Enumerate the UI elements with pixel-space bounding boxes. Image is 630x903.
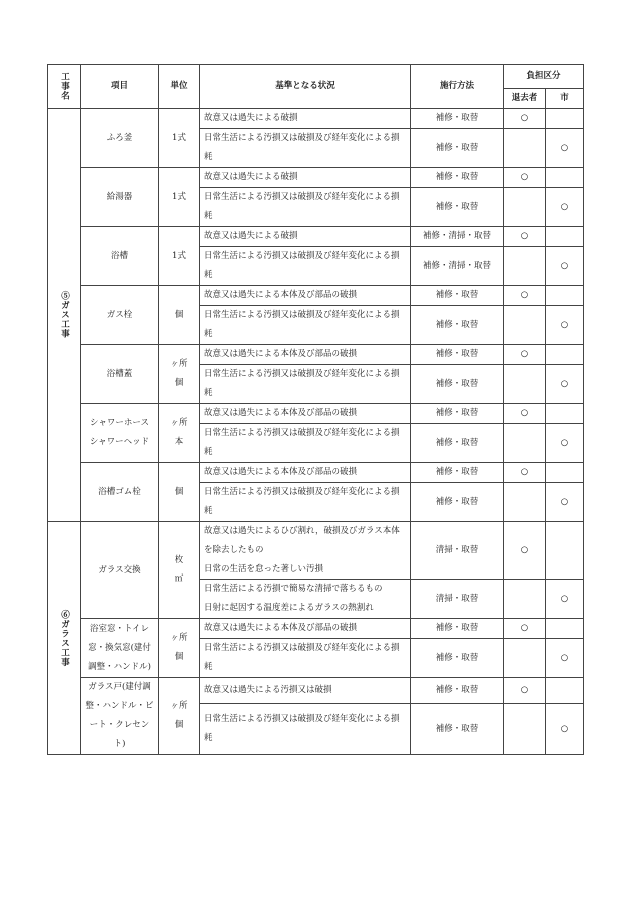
- unit: 1式: [159, 227, 200, 286]
- city-mark: [546, 345, 584, 365]
- header-burden: 負担区分: [504, 65, 584, 89]
- city-mark: ○: [546, 188, 584, 227]
- tenant-mark: [504, 365, 546, 404]
- header-unit: 単位: [159, 65, 200, 109]
- city-mark: [546, 168, 584, 188]
- situation-text: 日常生活による汚損又は破損及び経年変化による損耗: [200, 247, 411, 286]
- header-item: 項目: [81, 65, 159, 109]
- situation-text: 日常生活による汚損又は破損及び経年変化による損耗: [200, 639, 411, 678]
- item-name: 給湯器: [81, 168, 159, 227]
- city-mark: [546, 522, 584, 580]
- situation-text: 故意又は過失による本体及び部品の破損: [200, 345, 411, 365]
- tenant-mark: ○: [504, 286, 546, 306]
- item-name: 浴槽: [81, 227, 159, 286]
- tenant-mark: ○: [504, 168, 546, 188]
- city-mark: ○: [546, 247, 584, 286]
- tenant-mark: ○: [504, 522, 546, 580]
- tenant-mark: ○: [504, 404, 546, 424]
- tenant-mark: [504, 580, 546, 619]
- group-name: [48, 522, 81, 755]
- city-mark: ○: [546, 704, 584, 755]
- situation-text: 故意又は過失によるひび割れ，破損及びガラス本体を除去したもの 日常の生活を怠った著しい汚損: [200, 522, 411, 580]
- method-text: 補修・取替: [411, 168, 504, 188]
- item-name: 浴槽蓋: [81, 345, 159, 404]
- city-mark: ○: [546, 424, 584, 463]
- tenant-mark: [504, 188, 546, 227]
- tenant-mark: ○: [504, 345, 546, 365]
- table-row: [48, 678, 584, 704]
- item-name: ガラス交換: [81, 522, 159, 619]
- city-mark: [546, 678, 584, 704]
- city-mark: ○: [546, 483, 584, 522]
- method-text: 補修・取替: [411, 188, 504, 227]
- city-mark: ○: [546, 129, 584, 168]
- item-name: ふろ釜: [81, 109, 159, 168]
- city-mark: ○: [546, 306, 584, 345]
- situation-text: 日常生活による汚損又は破損及び経年変化による損耗: [200, 424, 411, 463]
- method-text: 補修・取替: [411, 306, 504, 345]
- table-row: [48, 227, 584, 247]
- table-row: [48, 109, 584, 129]
- tenant-mark: [504, 483, 546, 522]
- tenant-mark: ○: [504, 109, 546, 129]
- tenant-mark: ○: [504, 619, 546, 639]
- tenant-mark: [504, 639, 546, 678]
- method-text: 補修・取替: [411, 345, 504, 365]
- situation-text: 日常生活による汚損又は破損及び経年変化による損耗: [200, 188, 411, 227]
- header-kouji: 工事名: [48, 65, 81, 109]
- situation-text: 故意又は過失による本体及び部品の破損: [200, 404, 411, 424]
- situation-text: 日常生活による汚損で簡易な清掃で落ちるもの 日射に起因する温度差によるガラスの熱割れ: [200, 580, 411, 619]
- city-mark: [546, 619, 584, 639]
- header-tenant: 退去者: [504, 89, 546, 109]
- situation-text: 日常生活による汚損又は破損及び経年変化による損耗: [200, 365, 411, 404]
- situation-text: 故意又は過失による破損: [200, 227, 411, 247]
- city-mark: [546, 109, 584, 129]
- group-name-text: ⑤ガス工事: [59, 291, 70, 339]
- table-row: [48, 168, 584, 188]
- table-row: [48, 522, 584, 580]
- city-mark: [546, 227, 584, 247]
- method-text: 補修・取替: [411, 483, 504, 522]
- situation-text: 故意又は過失による破損: [200, 168, 411, 188]
- unit: ヶ所 個: [159, 678, 200, 755]
- table-body: [48, 109, 584, 755]
- situation-text: 故意又は過失による本体及び部品の破損: [200, 286, 411, 306]
- tenant-mark: ○: [504, 463, 546, 483]
- situation-text: 故意又は過失による汚損又は破損: [200, 678, 411, 704]
- tenant-mark: ○: [504, 227, 546, 247]
- situation-text: 故意又は過失による本体及び部品の破損: [200, 619, 411, 639]
- method-text: 補修・取替: [411, 365, 504, 404]
- method-text: 補修・清掃・取替: [411, 227, 504, 247]
- item-name: 浴室窓・トイレ窓・換気窓(建付調整・ハンドル): [81, 619, 159, 678]
- group-name: [48, 109, 81, 522]
- header-city: 市: [546, 89, 584, 109]
- city-mark: [546, 463, 584, 483]
- situation-text: 故意又は過失による本体及び部品の破損: [200, 463, 411, 483]
- city-mark: ○: [546, 365, 584, 404]
- situation-text: 日常生活による汚損又は破損及び経年変化による損耗: [200, 306, 411, 345]
- item-name: ガス栓: [81, 286, 159, 345]
- table-row: [48, 345, 584, 365]
- unit: ヶ所 個: [159, 345, 200, 404]
- tenant-mark: [504, 704, 546, 755]
- unit: ヶ所 個: [159, 619, 200, 678]
- method-text: 補修・取替: [411, 463, 504, 483]
- unit: 個: [159, 286, 200, 345]
- method-text: 補修・取替: [411, 129, 504, 168]
- situation-text: 日常生活による汚損又は破損及び経年変化による損耗: [200, 483, 411, 522]
- tenant-mark: [504, 306, 546, 345]
- city-mark: ○: [546, 580, 584, 619]
- city-mark: ○: [546, 639, 584, 678]
- method-text: 補修・取替: [411, 424, 504, 463]
- table-row: [48, 463, 584, 483]
- city-mark: [546, 404, 584, 424]
- tenant-mark: [504, 129, 546, 168]
- tenant-mark: [504, 247, 546, 286]
- table-row: [48, 619, 584, 639]
- unit: 1式: [159, 168, 200, 227]
- method-text: 補修・取替: [411, 404, 504, 424]
- method-text: 補修・清掃・取替: [411, 247, 504, 286]
- unit: 個: [159, 463, 200, 522]
- header-method: 施行方法: [411, 65, 504, 109]
- table-row: [48, 404, 584, 424]
- item-name: 浴槽ゴム栓: [81, 463, 159, 522]
- situation-text: 日常生活による汚損又は破損及び経年変化による損耗: [200, 129, 411, 168]
- damage-responsibility-table: [47, 64, 584, 755]
- method-text: 補修・取替: [411, 678, 504, 704]
- item-name: シャワーホース シャワーヘッド: [81, 404, 159, 463]
- method-text: 補修・取替: [411, 109, 504, 129]
- method-text: 補修・取替: [411, 286, 504, 306]
- method-text: 清掃・取替: [411, 580, 504, 619]
- method-text: 補修・取替: [411, 619, 504, 639]
- item-name: ガラス戸(建付調整・ハンドル・ビート・クレセント): [81, 678, 159, 755]
- group-name-text: ⑥ガラス工事: [59, 609, 70, 667]
- method-text: 清掃・取替: [411, 522, 504, 580]
- tenant-mark: ○: [504, 678, 546, 704]
- unit: 1式: [159, 109, 200, 168]
- unit: ヶ所 本: [159, 404, 200, 463]
- situation-text: 故意又は過失による破損: [200, 109, 411, 129]
- tenant-mark: [504, 424, 546, 463]
- table-row: [48, 286, 584, 306]
- method-text: 補修・取替: [411, 639, 504, 678]
- unit: 枚 ㎡: [159, 522, 200, 619]
- method-text: 補修・取替: [411, 704, 504, 755]
- header-situation: 基準となる状況: [200, 65, 411, 109]
- situation-text: 日常生活による汚損又は破損及び経年変化による損耗: [200, 704, 411, 755]
- city-mark: [546, 286, 584, 306]
